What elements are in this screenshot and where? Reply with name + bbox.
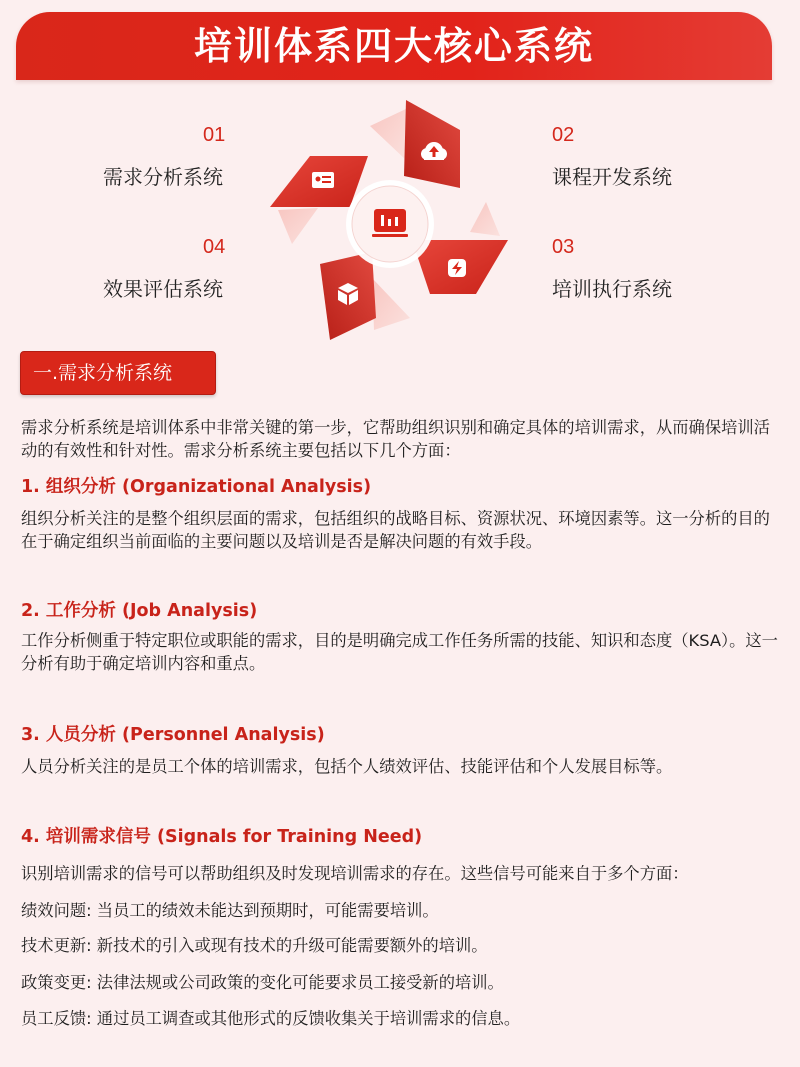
section-tag <box>20 351 216 395</box>
system-name-04: 效果评估系统 <box>103 277 223 301</box>
item-text-2: 工作分析侧重于特定职位或职能的需求，目的是明确完成工作任务所需的技能、知识和态度（KSA）。这一分析有助于确定培训内容和重点。 <box>21 631 778 673</box>
decor-triangle-top <box>370 108 408 160</box>
signal-item-2: 技术更新: 新技术的引入或现有技术的升级可能需要额外的培训。 <box>21 936 488 955</box>
decor-triangle-left <box>278 208 318 244</box>
item-text-3: 人员分析关注的是员工个体的培训需求，包括个人绩效评估、技能评估和个人发展目标等。 <box>21 757 673 776</box>
decor-triangle-bottom <box>372 278 410 330</box>
system-name-03: 培训执行系统 <box>552 277 672 301</box>
item-text-4: 识别培训需求的信号可以帮助组织及时发现培训需求的存在。这些信号可能来自于多个方面： <box>21 864 689 883</box>
id-card-icon <box>312 172 334 188</box>
section-intro: 需求分析系统是培训体系中非常关键的第一步，它帮助组织识别和确定具体的培训需求，从而确保培训活动的有效性和针对性。需求分析系统主要包括以下几个方面： <box>21 418 770 460</box>
system-name-01: 需求分析系统 <box>103 165 223 189</box>
center-hub <box>346 180 434 268</box>
title-bar <box>16 12 772 80</box>
item-heading-3: 3. 人员分析 (Personnel Analysis) <box>21 725 325 745</box>
item-heading-4: 4. 培训需求信号 (Signals for Training Need) <box>21 827 423 847</box>
petal-demand-analysis <box>270 156 368 207</box>
system-name-02: 课程开发系统 <box>552 165 672 189</box>
signal-item-1: 绩效问题: 当员工的绩效未能达到预期时，可能需要培训。 <box>21 901 439 920</box>
petal-effect-evaluation <box>320 252 376 340</box>
section-tag-label: 一.需求分析系统 <box>33 362 173 384</box>
item-heading-2: 2. 工作分析 (Job Analysis) <box>21 601 258 621</box>
item-text-1: 组织分析关注的是整个组织层面的需求，包括组织的战略目标、资源状况、环境因素等。这一分析的目的在于确定组织当前面临的主要问题以及培训是否是解决问题的有效手段。 <box>21 509 770 551</box>
decor-triangle-right <box>470 202 500 236</box>
system-number-03: 03 <box>552 236 575 258</box>
system-number-01: 01 <box>203 124 226 146</box>
petal-course-development <box>404 100 460 188</box>
page-title: 培训体系四大核心系统 <box>193 24 594 68</box>
lightning-icon <box>448 259 466 277</box>
signal-item-4: 员工反馈: 通过员工调查或其他形式的反馈收集关于培训需求的信息。 <box>21 1009 521 1028</box>
signal-item-3: 政策变更: 法律法规或公司政策的变化可能要求员工接受新的培训。 <box>21 973 504 992</box>
system-number-04: 04 <box>203 236 226 258</box>
item-heading-1: 1. 组织分析 (Organizational Analysis) <box>21 477 372 497</box>
system-number-02: 02 <box>552 124 575 146</box>
four-systems-diagram <box>260 95 520 350</box>
